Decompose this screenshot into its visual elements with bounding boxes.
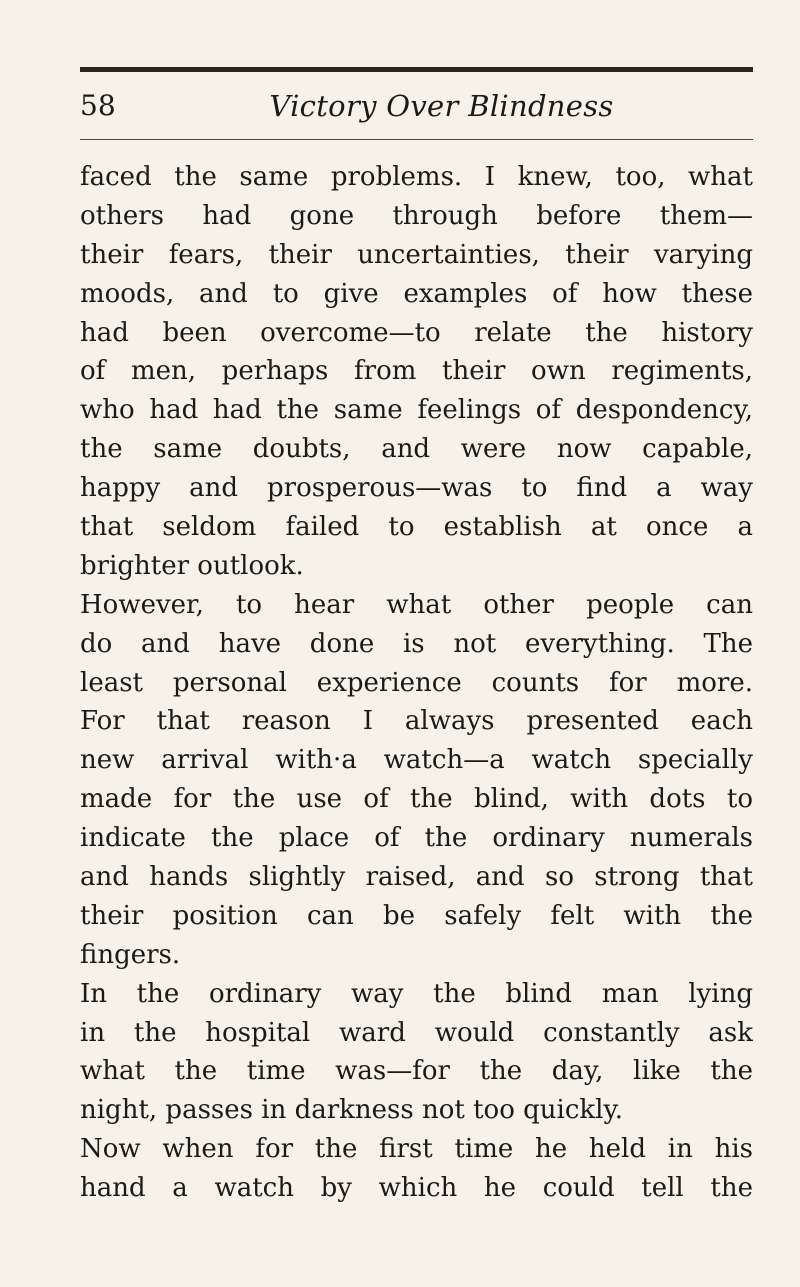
text-line: happy and prosperous—was to find a way [80,473,753,504]
text-line: had been overcome—to relate the history [80,317,753,348]
text-line-paragraph-start: In the ordinary way the blind man lying [80,978,753,1009]
header-bottom-rule [80,139,753,140]
text-line: others had gone through before them— [80,200,753,231]
text-line: indicate the place of the ordinary numerals [80,823,753,854]
text-line: their position can be safely felt with the [80,900,753,931]
text-line-paragraph-start: However, to hear what other people can [80,589,753,620]
text-line: hand a watch by which he could tell the [80,1173,753,1204]
header-top-rule [80,67,753,72]
text-line: do and have done is not everything. The [80,628,753,659]
text-line-paragraph-end: fingers. [80,939,181,970]
text-line: in the hospital ward would constantly ask [80,1017,753,1048]
running-header [80,86,753,130]
body-text [80,158,753,1208]
text-line-paragraph-end: night, passes in darkness not too quickly. [80,1095,623,1126]
text-line: faced the same problems. I knew, too, what [80,162,753,192]
text-line: of men, perhaps from their own regiments, [80,356,753,387]
text-line-paragraph-start: Now when for the first time he held in his [80,1134,753,1165]
running-title: Victory Over Blindness [269,89,614,123]
text-line: that seldom failed to establish at once a [80,512,753,543]
text-line-paragraph-end: brighter outlook. [80,550,304,581]
text-line: made for the use of the blind, with dots to [80,784,753,815]
text-line: For that reason I always presented each [80,706,753,737]
text-line: what the time was—for the day, like the [80,1056,753,1087]
text-line: and hands slightly raised, and so strong that [80,862,753,893]
text-line: their fears, their uncertainties, their varying [80,239,753,270]
page-number: 58 [80,89,116,122]
text-line: new arrival with·a watch—a watch specially [80,745,753,776]
text-line: the same doubts, and were now capable, [80,434,753,465]
text-line: moods, and to give examples of how these [80,278,753,309]
text-line: who had had the same feelings of despondency, [80,395,753,426]
text-line: least personal experience counts for more. [80,667,753,698]
